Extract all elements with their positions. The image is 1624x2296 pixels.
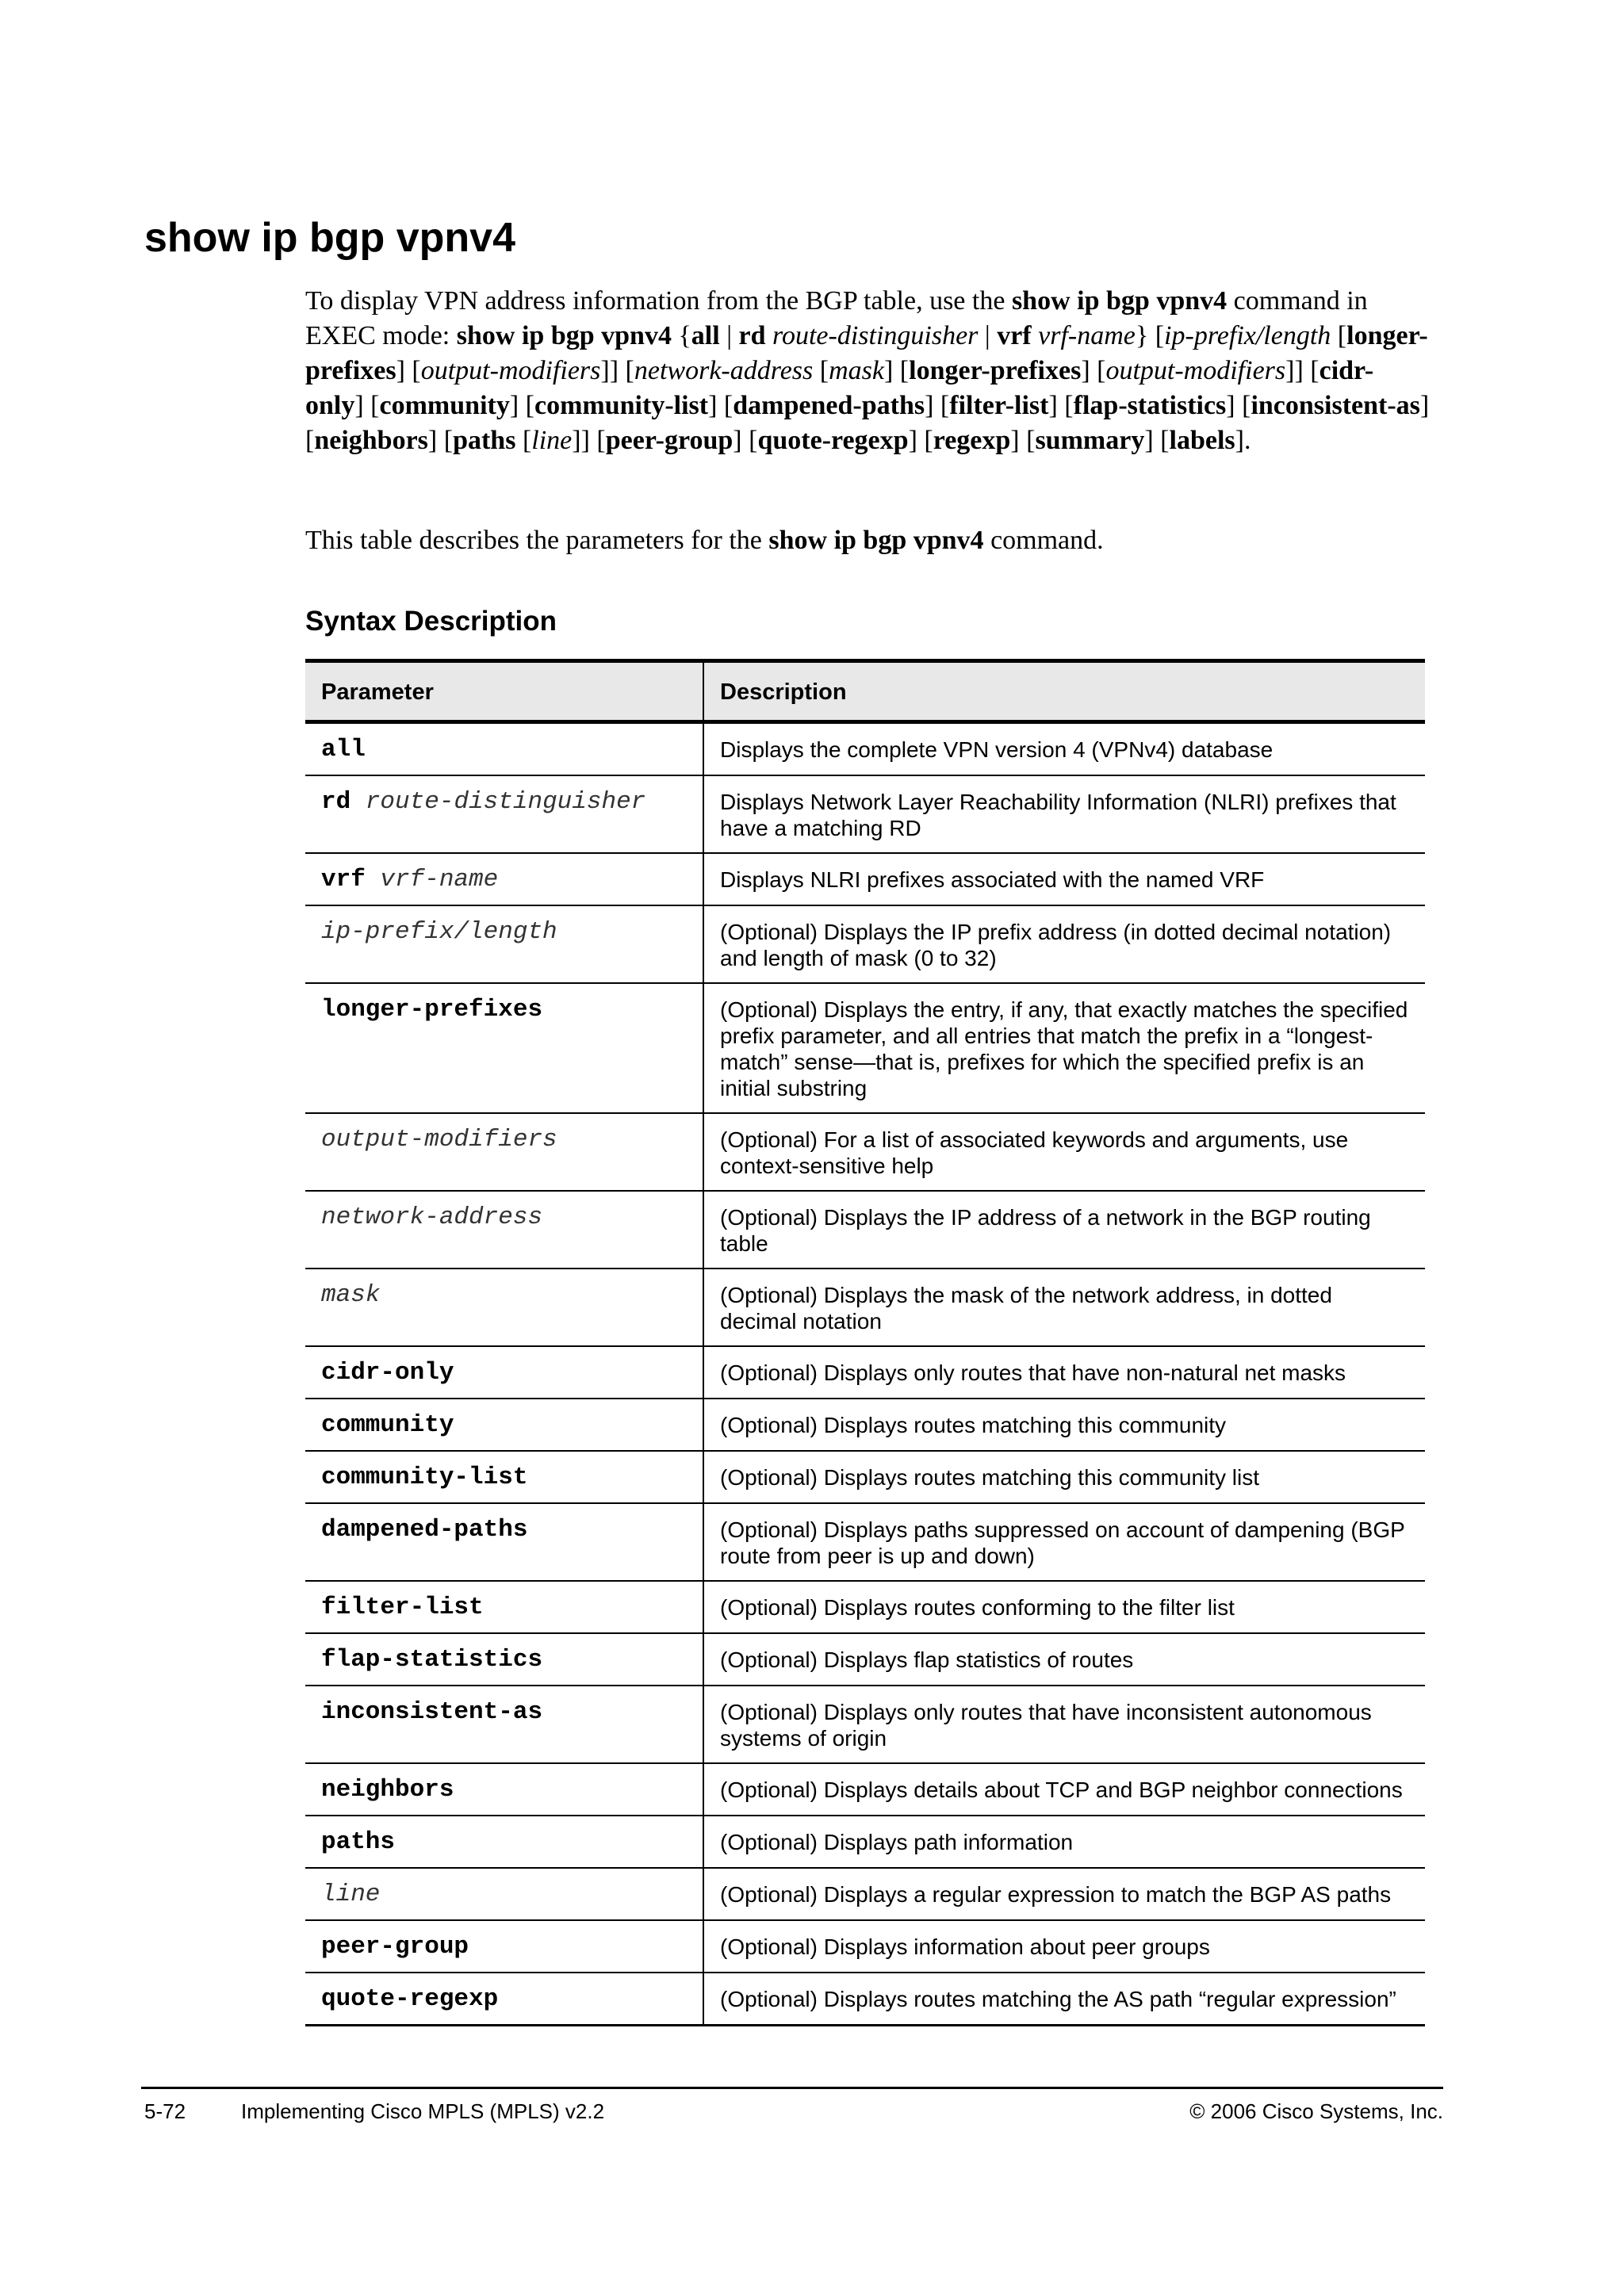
syntax-argument: vrf-name (1038, 321, 1136, 350)
column-header-description: Description (703, 661, 1425, 722)
syntax-punct: ] [ (396, 356, 421, 385)
table-row (305, 1686, 1425, 1763)
parameter-keyword: dampened-paths (321, 1516, 528, 1544)
description-cell: (Optional) Displays paths suppressed on account of dampening (BGP route from peer is up and down) (703, 1503, 1425, 1581)
syntax-punct: ] [ (354, 391, 380, 420)
syntax-description-table (305, 659, 1425, 2026)
syntax-punct: ]. (1235, 426, 1251, 455)
parameter-keyword: inconsistent-as (321, 1698, 543, 1726)
syntax-argument: network-address (634, 356, 814, 385)
parameter-keyword: all (321, 736, 366, 763)
parameter-argument: mask (321, 1281, 381, 1309)
description-cell: (Optional) Displays routes matching this community (703, 1399, 1425, 1451)
parameter-cell (305, 1633, 703, 1686)
parameter-keyword: paths (321, 1828, 396, 1856)
command-keyword: show ip bgp vpnv4 (768, 526, 984, 555)
syntax-keyword: peer-group (605, 426, 733, 455)
syntax-keyword: all (691, 321, 720, 350)
parameter-keyword: community (321, 1411, 454, 1439)
parameter-cell (305, 1686, 703, 1763)
parameter-cell (305, 1191, 703, 1269)
intro-paragraph (305, 284, 1431, 458)
description-cell: Displays Network Layer Reachability Information (NLRI) prefixes that have a matching RD (703, 775, 1425, 853)
command-syntax: show ip bgp vpnv4 (456, 321, 672, 350)
parameter-keyword: cidr-only (321, 1359, 454, 1387)
syntax-punct: [ (1331, 321, 1347, 350)
table-row (305, 853, 1425, 905)
syntax-punct: ] [ (1048, 391, 1074, 420)
syntax-punct: ] [ (733, 426, 758, 455)
syntax-punct: ] [ (1144, 426, 1170, 455)
syntax-punct: ] [ (1226, 391, 1251, 420)
book-title: Implementing Cisco MPLS (MPLS) v2.2 (241, 2099, 605, 2123)
table-row (305, 1191, 1425, 1269)
table-row (305, 1920, 1425, 1973)
parameter-cell (305, 1763, 703, 1816)
description-cell: (Optional) Displays the IP address of a network in the BGP routing table (703, 1191, 1425, 1269)
parameter-cell (305, 722, 703, 776)
syntax-punct: | (719, 321, 739, 350)
page-title: show ip bgp vpnv4 (144, 215, 516, 261)
syntax-punct (766, 321, 773, 350)
table-row (305, 1113, 1425, 1191)
syntax-argument: output-modifiers (420, 356, 601, 385)
table-row (305, 1451, 1425, 1503)
parameter-argument: output-modifiers (321, 1126, 557, 1154)
parameter-keyword: community-list (321, 1464, 528, 1491)
syntax-keyword: vrf (997, 321, 1032, 350)
table-row (305, 1633, 1425, 1686)
parameter-cell (305, 1581, 703, 1633)
parameter-cell (305, 1973, 703, 2026)
syntax-punct: ]] [ (572, 426, 606, 455)
table-row (305, 1816, 1425, 1868)
parameter-cell (305, 983, 703, 1113)
parameter-keyword: quote-regexp (321, 1985, 499, 2013)
section-heading: Syntax Description (305, 606, 557, 637)
syntax-punct: ] [ (925, 391, 950, 420)
table-row (305, 1269, 1425, 1346)
parameter-argument: ip-prefix/length (321, 918, 557, 946)
description-cell: (Optional) Displays a regular expression to match the BGP AS paths (703, 1868, 1425, 1920)
syntax-keyword: dampened-paths (733, 391, 925, 420)
description-cell: (Optional) Displays only routes that have inconsistent autonomous systems of origin (703, 1686, 1425, 1763)
syntax-punct: [ (515, 426, 532, 455)
column-header-parameter: Parameter (321, 679, 434, 705)
lead-text: This table describes the parameters for the (305, 526, 769, 555)
syntax-argument: output-modifiers (1105, 356, 1286, 385)
syntax-punct: | (978, 321, 998, 350)
syntax-keyword: longer-prefixes (909, 356, 1082, 385)
intro-text: command in EXEC mode: (305, 286, 1368, 350)
description-cell: (Optional) Displays only routes that have non-natural net masks (703, 1346, 1425, 1399)
syntax-punct: [ (813, 356, 829, 385)
table-row (305, 1973, 1425, 2026)
parameter-cell (305, 1816, 703, 1868)
table-row (305, 775, 1425, 853)
table-lead-paragraph (305, 523, 1431, 558)
description-cell: (Optional) Displays routes matching this community list (703, 1451, 1425, 1503)
syntax-keyword: longer-prefixes (305, 321, 1428, 385)
parameter-keyword: rd (321, 788, 351, 816)
syntax-keyword: labels (1169, 426, 1235, 455)
description-cell: (Optional) Displays path information (703, 1816, 1425, 1868)
syntax-argument: line (531, 426, 573, 455)
description-cell: Displays NLRI prefixes associated with the named VRF (703, 853, 1425, 905)
table-row (305, 1763, 1425, 1816)
syntax-punct: ] [ (908, 426, 933, 455)
description-cell: (Optional) Displays flap statistics of routes (703, 1633, 1425, 1686)
table-row (305, 1503, 1425, 1581)
syntax-keyword: summary (1035, 426, 1145, 455)
syntax-punct: ]] [ (600, 356, 634, 385)
description-cell: (Optional) Displays the mask of the network address, in dotted decimal notation (703, 1269, 1425, 1346)
syntax-argument: route-distinguisher (772, 321, 979, 350)
parameter-argument: network-address (321, 1203, 543, 1231)
parameter-keyword: flap-statistics (321, 1646, 543, 1674)
parameter-keyword: filter-list (321, 1594, 484, 1621)
parameter-argument: vrf-name (380, 866, 499, 894)
syntax-keyword: inconsistent-as (1251, 391, 1420, 420)
description-cell: (Optional) Displays information about peer groups (703, 1920, 1425, 1973)
table-row (305, 722, 1425, 776)
parameter-cell (305, 1868, 703, 1920)
syntax-keyword: quote-regexp (757, 426, 909, 455)
syntax-keyword: community (379, 391, 510, 420)
syntax-punct (1032, 321, 1039, 350)
description-cell: (Optional) Displays details about TCP and BGP neighbor connections (703, 1763, 1425, 1816)
parameter-argument: route-distinguisher (365, 788, 646, 816)
parameter-keyword: peer-group (321, 1933, 469, 1961)
description-cell: Displays the complete VPN version 4 (VPNv4) database (703, 722, 1425, 776)
syntax-keyword: regexp (933, 426, 1011, 455)
command-keyword: show ip bgp vpnv4 (1011, 286, 1228, 316)
syntax-keyword: cidr-only (305, 356, 1374, 420)
parameter-cell (305, 1346, 703, 1399)
parameter-cell (305, 1451, 703, 1503)
table-row (305, 1868, 1425, 1920)
syntax-keyword: neighbors (314, 426, 428, 455)
description-cell: (Optional) Displays the entry, if any, that exactly matches the specified prefix parameter, and all entries that match the prefix in a “longest-match” sense—that is, prefixes for which the specified prefix is an initial substring (703, 983, 1425, 1113)
table-row (305, 1581, 1425, 1633)
syntax-punct: ] [ (509, 391, 534, 420)
syntax-punct: ] [ (1081, 356, 1106, 385)
parameter-cell (305, 1113, 703, 1191)
parameter-cell (305, 1399, 703, 1451)
parameter-cell (305, 1269, 703, 1346)
footer-divider (141, 2087, 1443, 2089)
table-row (305, 1346, 1425, 1399)
page-number: 5-72 (144, 2099, 186, 2123)
intro-text: To display VPN address information from the BGP table, use the (305, 286, 1012, 316)
description-cell: (Optional) For a list of associated keywords and arguments, use context-sensitive help (703, 1113, 1425, 1191)
parameter-cell (305, 905, 703, 983)
syntax-punct: { (671, 321, 691, 350)
syntax-punct: ] [ (305, 391, 1430, 455)
parameter-cell (305, 1920, 703, 1973)
table-row (305, 1399, 1425, 1451)
table-header-row (305, 661, 1425, 722)
syntax-keyword: paths (453, 426, 516, 455)
syntax-punct: } [ (1135, 321, 1165, 350)
description-cell: (Optional) Displays the IP prefix address (in dotted decimal notation) and length of mask (0 to 32) (703, 905, 1425, 983)
syntax-keyword: filter-list (949, 391, 1049, 420)
parameter-cell (305, 775, 703, 853)
copyright: © 2006 Cisco Systems, Inc. (1189, 2099, 1443, 2123)
parameter-keyword: longer-prefixes (321, 996, 543, 1024)
syntax-punct: ] [ (708, 391, 733, 420)
syntax-keyword: community-list (534, 391, 709, 420)
parameter-cell (305, 1503, 703, 1581)
parameter-keyword: vrf (321, 866, 366, 894)
syntax-keyword: flap-statistics (1073, 391, 1227, 420)
description-cell: (Optional) Displays routes matching the AS path “regular expression” (703, 1973, 1425, 2026)
table-row (305, 983, 1425, 1113)
description-cell: (Optional) Displays routes conforming to the filter list (703, 1581, 1425, 1633)
lead-text: command. (983, 526, 1104, 555)
syntax-punct: ]] [ (1285, 356, 1320, 385)
table-row (305, 905, 1425, 983)
parameter-argument: line (321, 1881, 381, 1908)
syntax-punct: ] [ (427, 426, 454, 455)
syntax-argument: ip-prefix/length (1164, 321, 1331, 350)
syntax-argument: mask (829, 356, 884, 385)
parameter-keyword: neighbors (321, 1776, 454, 1804)
parameter-cell (305, 853, 703, 905)
syntax-punct: ] [ (1010, 426, 1036, 455)
syntax-punct: ] [ (883, 356, 910, 385)
syntax-keyword: rd (738, 321, 766, 350)
